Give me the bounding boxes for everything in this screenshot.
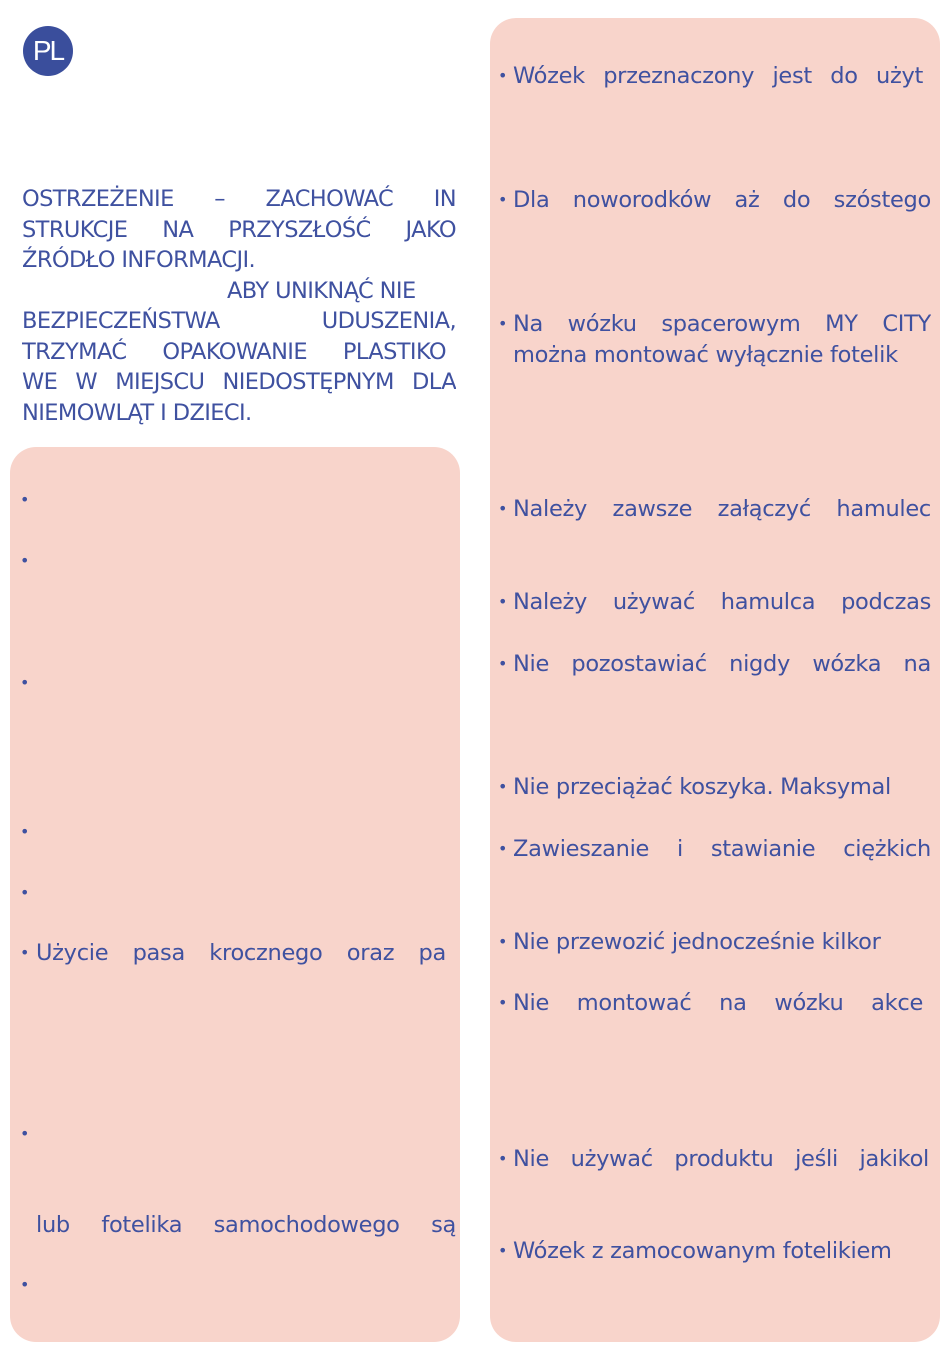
bullet-icon: • [498,993,508,1012]
list-item [498,61,926,92]
warning-line: ABY UNIKNĄĆ NIE [227,277,416,304]
bullet-icon: • [498,499,508,518]
language-badge: PL [23,26,73,76]
list-item [20,1270,40,1301]
warning-line: STRUKCJE NA PRZYSZŁOŚĆ JAKO [22,216,456,243]
list-item [498,185,934,216]
list-item [20,485,40,516]
bullet-icon: • [20,673,30,692]
bullet-icon: • [20,1124,30,1143]
list-item-text: Nie przeciążać koszyka. Maksymal [513,774,891,800]
bullet-icon: • [20,943,30,962]
list-item [20,938,450,969]
list-item [20,878,40,909]
list-item [498,1144,932,1175]
list-item [498,1236,934,1267]
bullet-icon: • [498,1241,508,1260]
list-item [20,1210,458,1241]
list-item [498,772,928,803]
warning-line: OSTRZEŻENIE – ZACHOWAĆ IN [22,186,456,212]
list-item-text: Wózek z zamocowanym fotelikiem [513,1238,892,1264]
list-item-text: Dla noworodków aż do szóstego [513,187,931,213]
list-item [20,668,40,699]
list-item-text: Nie pozostawiać nigdy wózka na [513,651,931,677]
list-item [498,494,934,525]
warning-line: ŹRÓDŁO INFORMACJI. [22,247,256,273]
list-item [498,927,928,958]
bullet-icon: • [498,314,508,333]
list-item [498,834,934,865]
warning-line: NIEMOWLĄT I DZIECI. [22,399,252,426]
list-item [20,546,40,577]
list-item-text: Zawieszanie i stawianie ciężkich [513,836,931,862]
bullet-icon: • [498,190,508,209]
warning-line: TRZYMAĆ OPAKOWANIE PLASTIKO [22,338,446,365]
list-item [498,340,934,371]
bullet-icon: • [20,1275,30,1294]
list-item [498,309,934,340]
list-item-text: Nie montować na wózku akce [513,990,923,1016]
list-item-text: Nie używać produktu jeśli jakikol [513,1146,929,1172]
bullet-icon: • [498,66,508,85]
list-item [20,817,40,848]
list-item [20,1119,40,1150]
list-item-text: można montować wyłącznie fotelik [513,342,898,368]
list-item [498,649,934,680]
warning-text [22,184,456,428]
bullet-icon: • [498,592,508,611]
list-item-text: Należy zawsze załączyć hamulec [513,496,931,522]
list-item-text: Użycie pasa krocznego oraz pa [36,940,446,966]
left-info-panel [10,447,460,1342]
bullet-icon: • [498,839,508,858]
bullet-icon: • [498,777,508,796]
bullet-icon: • [498,932,508,951]
bullet-icon: • [498,654,508,673]
list-item-text: lub fotelika samochodowego są [36,1212,456,1238]
warning-line: WE W MIEJSCU NIEDOSTĘPNYM DLA [22,369,456,395]
bullet-icon: • [20,883,30,902]
list-item-text: Nie przewozić jednocześnie kilkor [513,929,881,955]
bullet-icon: • [20,490,30,509]
warning-line: BEZPIECZEŃSTWA UDUSZENIA, [22,308,456,334]
list-item-text: Wózek przeznaczony jest do użyt [513,63,923,89]
bullet-icon: • [20,551,30,570]
list-item-text: Należy używać hamulca podczas [513,589,931,615]
bullet-icon: • [498,1149,508,1168]
list-item [498,587,934,618]
list-item [498,988,926,1019]
list-item-text: Na wózku spacerowym MY CITY [513,311,931,337]
bullet-icon: • [20,822,30,841]
